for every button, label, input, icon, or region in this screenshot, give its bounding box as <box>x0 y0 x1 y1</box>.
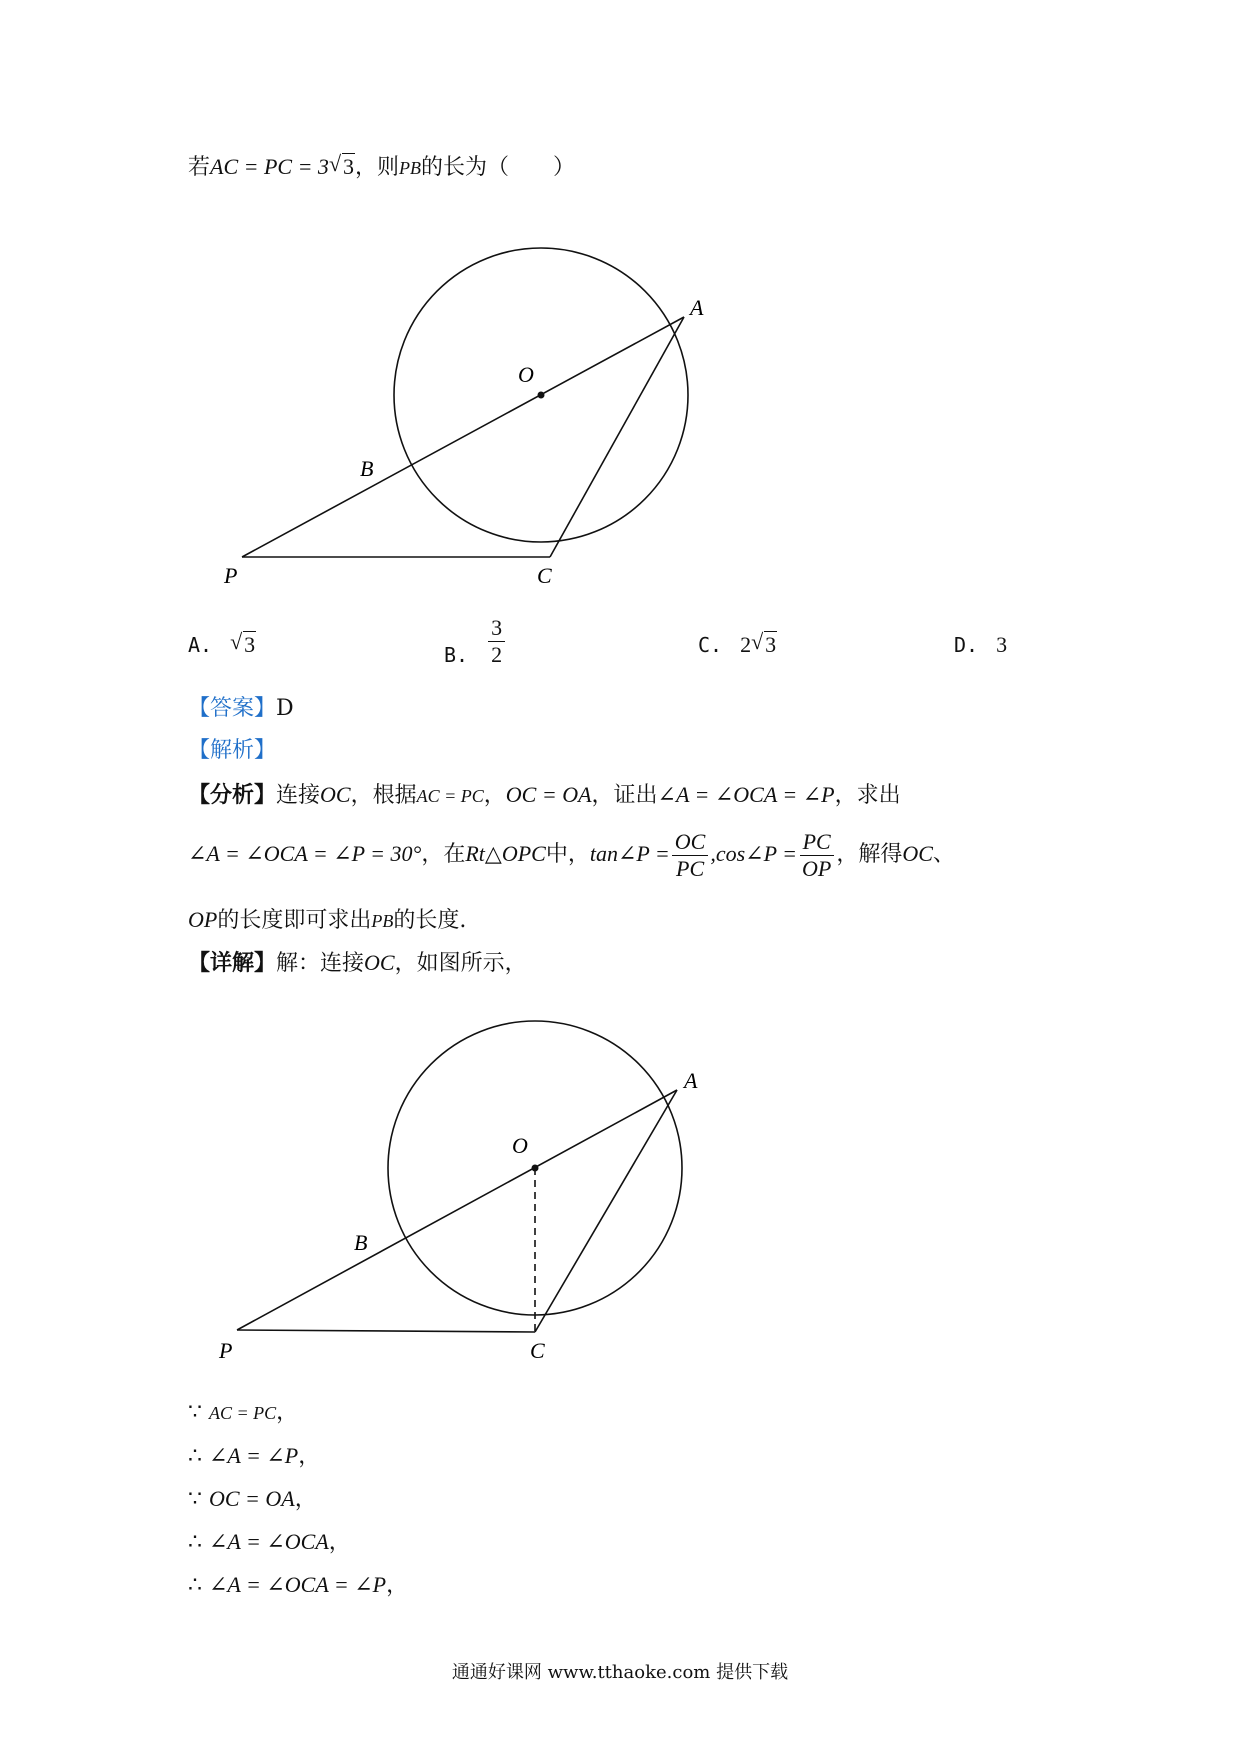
fraction-denominator: PC <box>676 855 705 881</box>
fraction-cos <box>799 829 834 882</box>
fenxi-math: OC = OA <box>505 782 592 807</box>
answer-tag: 【答案】 <box>188 696 277 721</box>
question-expr: AC = PC = 3 <box>210 154 329 179</box>
option-c-radicand: 3 <box>765 632 777 657</box>
step-symbol: ∴ <box>188 1573 202 1598</box>
step-3 <box>188 1484 317 1515</box>
label-p-2: P <box>219 1338 233 1363</box>
fenxi-line-1 <box>188 780 901 811</box>
option-a-radicand: 3 <box>244 632 256 657</box>
fenxi-math: OC <box>902 841 933 866</box>
fenxi-math: ∠A = ∠OCA = ∠P = 30° <box>188 841 422 866</box>
step-symbol: ∵ <box>188 1487 202 1512</box>
question-radicand: 3 <box>342 154 354 179</box>
step-1 <box>188 1398 298 1428</box>
option-c[interactable]: C. 2 √ 3 <box>698 629 777 657</box>
label-p: P <box>224 563 238 588</box>
fenxi-line-3 <box>188 905 466 936</box>
question-line <box>188 152 575 183</box>
fenxi-text: 的长度即可求出 <box>217 908 372 933</box>
fraction-tan <box>672 829 709 882</box>
figure-1 <box>200 220 760 600</box>
fenxi-math: PB <box>371 911 394 931</box>
option-c-letter: C. <box>698 633 723 657</box>
analysis-tag: 【解析】 <box>188 738 277 763</box>
fenxi-text: 、 <box>932 842 955 867</box>
fenxi-math: Rt <box>465 841 485 866</box>
line-pc-2 <box>237 1330 535 1332</box>
question-prefix: 若 <box>188 155 211 180</box>
option-d[interactable] <box>954 630 1007 660</box>
label-a-2: A <box>684 1068 698 1093</box>
fenxi-text: 的长度. <box>393 908 467 933</box>
label-b-2: B <box>354 1230 368 1255</box>
fenxi-text: 中， <box>545 842 590 867</box>
fraction-numerator: PC <box>800 829 834 856</box>
step-symbol: ∵ <box>188 1400 202 1425</box>
fenxi-math: AC = PC <box>416 786 484 806</box>
fraction-numerator: OC <box>672 829 709 856</box>
fenxi-math: OP <box>188 907 218 932</box>
figure-2 <box>200 998 760 1388</box>
option-a-letter: A. <box>188 633 213 657</box>
fenxi-line-2 <box>188 826 955 883</box>
line-ac-2 <box>535 1090 677 1332</box>
question-target: PB <box>398 158 421 178</box>
detail-text: 解：连接 <box>276 951 365 976</box>
fenxi-math: tan∠P = <box>589 841 670 866</box>
answer-value: D <box>276 696 294 721</box>
step-5 <box>188 1570 408 1601</box>
option-a[interactable]: A. √ 3 <box>188 629 256 657</box>
detail-tag: 【详解】 <box>188 950 277 976</box>
fenxi-math: OPC <box>501 841 546 866</box>
label-o-2: O <box>512 1133 528 1158</box>
option-d-value: 3 <box>996 632 1008 657</box>
fenxi-text: ，求出 <box>834 783 901 808</box>
label-a: A <box>690 295 704 320</box>
label-c-2: C <box>530 1338 545 1363</box>
center-dot <box>538 392 545 399</box>
question-sqrt: √ 3 <box>328 151 354 179</box>
center-dot-2 <box>532 1165 539 1172</box>
step-end: ， <box>298 1444 321 1469</box>
option-d-letter: D. <box>954 633 979 657</box>
step-2 <box>188 1441 320 1472</box>
fenxi-text: ，在 <box>421 842 466 867</box>
step-expr: AC = PC <box>209 1403 277 1423</box>
fenxi-math: ∠A = ∠OCA = ∠P <box>657 782 835 807</box>
answer-line <box>188 694 294 724</box>
fenxi-text: 连接 <box>276 783 321 808</box>
detail-line <box>188 948 527 979</box>
step-expr: OC = OA <box>209 1486 295 1511</box>
step-expr: ∠A = ∠P <box>209 1443 299 1468</box>
option-b[interactable] <box>444 615 507 668</box>
step-expr: ∠A = ∠OCA <box>209 1529 329 1554</box>
fenxi-math: ,cos∠P = <box>710 841 797 866</box>
step-4 <box>188 1527 351 1558</box>
step-end: ， <box>328 1530 351 1555</box>
option-b-denominator: 2 <box>491 642 503 667</box>
fenxi-text: ， <box>483 783 506 808</box>
fraction-denominator: OP <box>802 855 832 881</box>
step-end: ， <box>294 1487 317 1512</box>
label-o: O <box>518 362 534 387</box>
step-end: ， <box>386 1573 409 1598</box>
step-symbol: ∴ <box>188 1444 202 1469</box>
fenxi-text: △ <box>484 842 502 867</box>
label-c: C <box>537 563 552 588</box>
step-end: ， <box>276 1400 299 1425</box>
label-b: B <box>360 456 374 481</box>
fenxi-math: OC <box>320 782 351 807</box>
step-symbol: ∴ <box>188 1530 202 1555</box>
fenxi-text: ，解得 <box>836 842 903 867</box>
detail-math: OC <box>364 950 395 975</box>
fenxi-tag: 【分析】 <box>188 782 277 808</box>
fenxi-text: ，证出 <box>591 783 658 808</box>
option-c-coef: 2 <box>740 632 752 657</box>
fenxi-text: ，根据 <box>350 783 417 808</box>
question-suffix: 的长为（ ） <box>420 155 575 180</box>
option-b-letter: B. <box>444 642 469 667</box>
step-expr: ∠A = ∠OCA = ∠P <box>209 1572 387 1597</box>
detail-text: ，如图所示， <box>394 951 527 976</box>
page-footer: 通通好课网 www.tthaoke.com 提供下载 <box>451 1662 789 1683</box>
question-middle: ，则 <box>354 155 399 180</box>
option-b-numerator: 3 <box>488 615 505 642</box>
